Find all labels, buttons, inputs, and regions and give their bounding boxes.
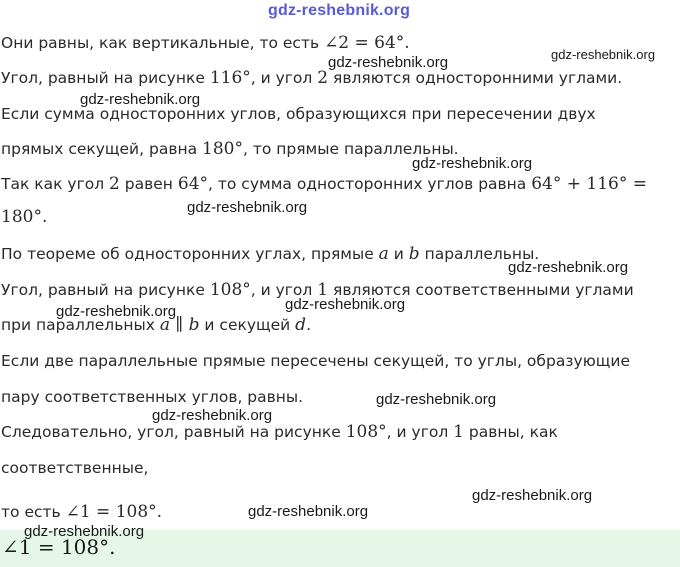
line-12-math-1: 108° [345, 422, 387, 442]
line-7-text-a: По теореме об односторонних углах, прямые [1, 245, 379, 263]
solution-line-3: Если сумма односторонних углов, образующихся при пересечении двух [1, 105, 596, 123]
line-2-text-a: Угол, равный на рисунке [1, 69, 210, 87]
line-2-math-2: 2 [317, 68, 329, 88]
line-5-math-2: 64° [177, 174, 209, 194]
watermark: gdz-reshebnik.org [472, 487, 593, 504]
line-9-text-b: и секущей [199, 316, 296, 334]
line-5-text-a: Так как угол [1, 175, 110, 193]
solution-line-6 [1, 206, 47, 228]
line-5-text-b: равен [119, 175, 178, 193]
line-2-text-b: , и угол [250, 69, 318, 87]
line-14-math: ∠1 = 108°. [65, 502, 163, 522]
line-5-math-1: 2 [109, 174, 120, 194]
line-8-text-a: Угол, равный на рисунке [1, 281, 210, 299]
line-7-math-2: b [408, 244, 420, 264]
solution-line-5 [1, 173, 647, 195]
header-watermark[interactable]: gdz-reshebnik.org [268, 2, 411, 19]
watermark: gdz-reshebnik.org [187, 199, 308, 216]
solution-line-13: соответственные, [1, 459, 149, 477]
line-1-text: Они равны, как вертикальные, то есть [1, 34, 325, 52]
watermark: gdz-reshebnik.org [152, 407, 273, 424]
watermark: gdz-reshebnik.org [80, 91, 201, 108]
watermark: gdz-reshebnik.org [56, 303, 177, 320]
line-12-text-c: равны, как [464, 423, 558, 441]
solution-line-7 [1, 243, 539, 265]
line-9-text-c: . [306, 316, 311, 334]
line-5-text-c: , то сумма односторонних углов равна [208, 175, 532, 193]
watermark: gdz-reshebnik.org [248, 503, 369, 520]
line-12-math-2: 1 [453, 422, 464, 442]
line-9-math-2: d [295, 315, 307, 335]
line-4-text-a: прямых секущей, равна [1, 140, 203, 158]
line-8-math-1: 108° [209, 280, 251, 300]
watermark: gdz-reshebnik.org [328, 54, 449, 71]
line-2-text-c: являются односторонними углами. [328, 69, 623, 87]
line-2-math-1: 116° [209, 68, 251, 88]
line-4-text-b: , то прямые параллельны. [242, 140, 459, 158]
answer-text: ∠1 = 108°. [2, 535, 116, 559]
watermark: gdz-reshebnik.org [551, 47, 656, 62]
watermark: gdz-reshebnik.org [412, 155, 533, 172]
solution-line-11: пару соответственных углов, равны. [1, 388, 304, 406]
solution-line-10: Если две параллельные прямые пересечены секущей, то углы, образующие [1, 352, 630, 370]
line-1-math: ∠2 = 64°. [324, 33, 410, 53]
line-7-math-1: a [378, 244, 389, 264]
line-14-text-a: то есть [1, 503, 66, 521]
line-8-text-c: являются соответственными углами [328, 281, 634, 299]
line-9-math-1: a ∥ b [159, 315, 200, 335]
solution-line-4 [1, 138, 459, 160]
solution-line-2 [1, 67, 622, 89]
line-7-text-c: параллельны. [419, 245, 540, 263]
line-12-text-b: , и угол [386, 423, 454, 441]
solution-line-1 [1, 32, 410, 54]
watermark: gdz-reshebnik.org [508, 259, 629, 276]
watermark: gdz-reshebnik.org [285, 296, 406, 313]
watermark: gdz-reshebnik.org [24, 523, 145, 540]
line-8-text-b: , и угол [250, 281, 318, 299]
solution-line-12 [1, 421, 558, 443]
line-12-text-a: Следовательно, угол, равный на рисунке [1, 423, 346, 441]
line-5-math-3: 64° + 116° = [531, 174, 648, 194]
line-9-text-a: при параллельных [1, 316, 160, 334]
watermark: gdz-reshebnik.org [376, 391, 497, 408]
solution-line-14 [1, 501, 162, 523]
line-6-math: 180°. [1, 207, 48, 227]
line-4-math: 180° [202, 139, 243, 159]
line-7-text-b: и [388, 245, 409, 263]
line-8-math-2: 1 [317, 280, 329, 300]
